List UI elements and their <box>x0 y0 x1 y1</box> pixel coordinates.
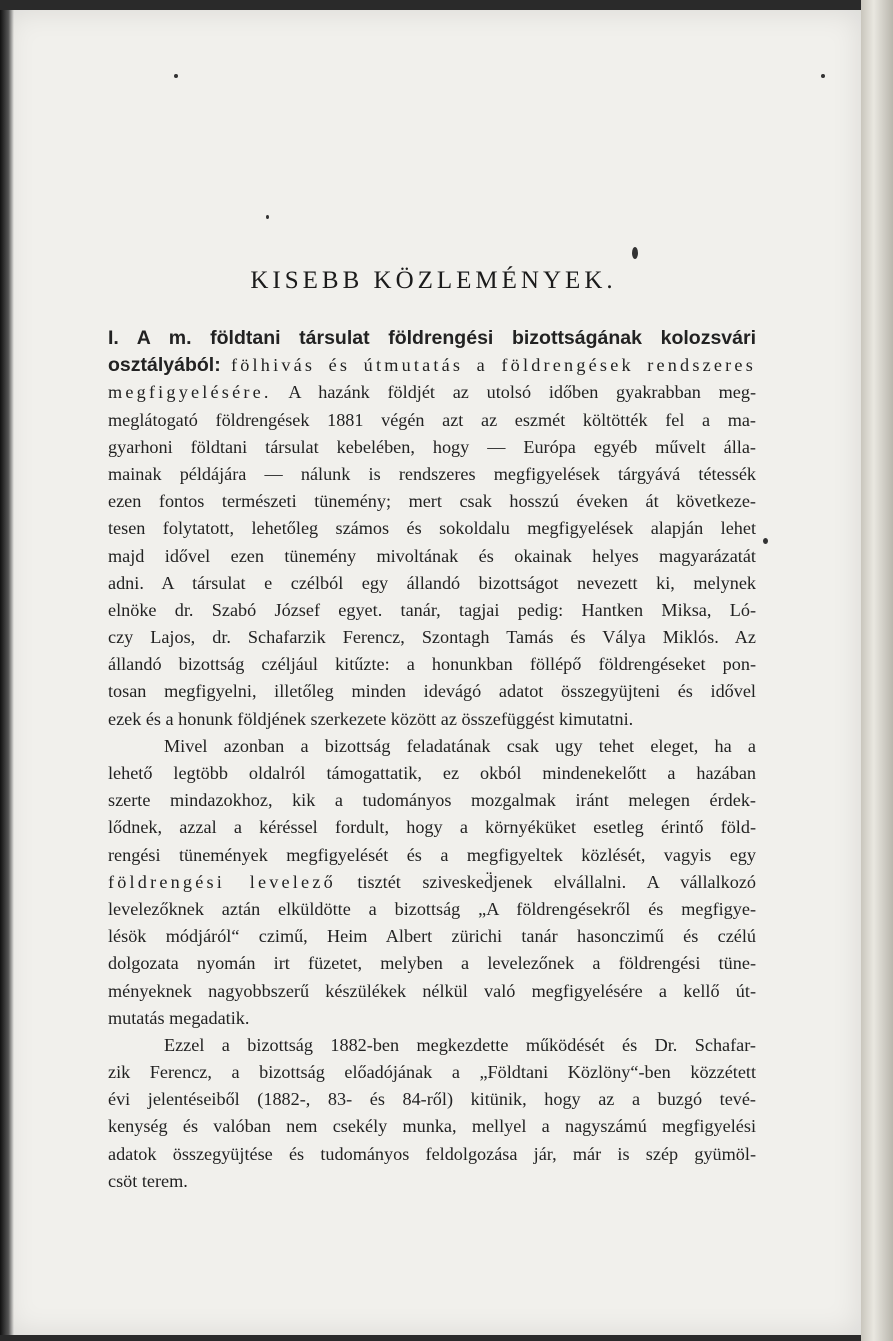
text-line: ményeknek nagyobbszerű készülékek nélkül való megfigyelésére a kellő út- <box>108 980 756 1001</box>
text-line: lésök módjáról“ czimű, Heim Albert zürichi tanár hasonczimű és czélú <box>108 926 756 947</box>
article-subtitle: fölhivás és útmutatás a földrengések rendszeres <box>230 355 756 376</box>
scan-speck <box>763 538 768 544</box>
text-line: mutatás megadatik. <box>108 1007 250 1028</box>
text-line: mainak példájára — nálunk is rendszeres megfigyelések tárgyává tétessék <box>108 463 756 484</box>
text-line: meglátogató földrengések 1881 végén azt az eszmét költötték fel a ma- <box>108 409 756 430</box>
paragraph-1 <box>108 407 756 733</box>
scan-speck <box>632 247 638 259</box>
text-line: Ezzel a bizottság 1882-ben megkezdette működését és Dr. Schafar- <box>164 1034 756 1055</box>
scan-page-edge-right <box>861 0 893 1341</box>
text-line: zik Ferencz, a bizottság előadójának a „Földtani Közlöny“-ben közzétett <box>108 1062 756 1083</box>
text-span: A hazánk földjét az utolsó időben gyakrabban meg- <box>288 382 757 403</box>
article-subtitle-end: megfigyelésére. <box>108 382 272 403</box>
article-body <box>108 325 756 1195</box>
text-line: tesen folytatott, lehetőleg számos és sokoldalu megfigyelések alapján lehet <box>108 518 756 539</box>
text-line: kenység és valóban nem csekély munka, mellyel a nagyszámú megfigyelési <box>108 1116 756 1137</box>
text-line: tosan megfigyelni, illetőleg minden idevágó adatot összegyüjteni és idővel <box>108 681 756 702</box>
emphasized-term: földrengési levelező <box>108 871 336 892</box>
article-title: I. A m. földtani társulat földrengési bizottságának kolozsvári <box>108 327 756 349</box>
paragraph-2 <box>108 733 756 1032</box>
scan-speck <box>821 74 825 78</box>
text-line: évi jelentéseiből (1882-, 83- és 84-ről) kitünik, hogy az a buzgó tevé- <box>108 1089 756 1110</box>
text-line: lődnek, azzal a kéréssel fordult, hogy a környéküket esetleg érintő föld- <box>108 817 756 838</box>
text-line: szerte mindazokhoz, kik a tudományos mozgalmak iránt melegen érdek- <box>108 790 756 811</box>
article-line-3 <box>108 379 756 406</box>
article-title-line-2 <box>108 352 756 379</box>
scanned-page <box>6 10 861 1335</box>
text-span: tisztét szivesked̈jenek elvállalni. A vállalkozó <box>357 871 757 892</box>
text-line: adatok összegyüjtése és tudományos feldolgozása jár, már is szép gyümöl- <box>108 1143 756 1164</box>
text-line: czy Lajos, dr. Schafarzik Ferencz, Szontagh Tamás és Vályа Miklós. Az <box>108 627 756 648</box>
text-line: lehető legtöbb oldalról támogattatik, ez okból mindenekelőtt a hazában <box>108 763 756 783</box>
text-line <box>108 869 756 896</box>
text-line: gyarhoni földtani társulat kebelében, hogy — Európa egyéb művelt álla- <box>108 436 756 457</box>
text-line: dolgozata nyomán irt füzetet, melyben a levelezőnek a földrengési tüne- <box>108 953 756 974</box>
text-line: állandó bizottság czéljául kitűzte: a honunkban föllépő földrengéseket pon- <box>108 654 756 675</box>
text-line: levelezőknek aztán elküldötte a bizottság „A földrengésekről és megfigye- <box>108 898 756 919</box>
scan-speck <box>266 215 269 219</box>
text-line: ezek és a honunk földjének szerkezete között az összefüggést kimutatni. <box>108 708 634 729</box>
scan-gutter-left <box>0 10 14 1335</box>
text-line: rengési tünemények megfigyelését és a megfigyeltek közlését, vagyis egy <box>108 844 756 865</box>
text-line: majd idővel ezen tünemény mivoltának és okainak helyes magyarázatát <box>108 545 756 566</box>
text-line: adni. A társulat e czélból egy állandó bizottságot nevezett ki, melynek <box>108 572 756 593</box>
text-line: csöt terem. <box>108 1170 188 1191</box>
article-title-end: osztályából: <box>108 354 221 377</box>
scan-speck <box>174 74 178 78</box>
text-line: ezen fontos természeti tünemény; mert csak hosszú éveken át következe- <box>108 491 756 512</box>
text-line: elnöke dr. Szabó József egyet. tanár, tagjai pedig: Hantken Miksa, Ló- <box>108 599 756 620</box>
section-heading: KISEBB KÖZLEMÉNYEK. <box>250 267 617 294</box>
text-line: Mivel azonban a bizottság feladatának csak ugy tehet eleget, ha a <box>164 735 756 756</box>
paragraph-3 <box>108 1032 756 1195</box>
